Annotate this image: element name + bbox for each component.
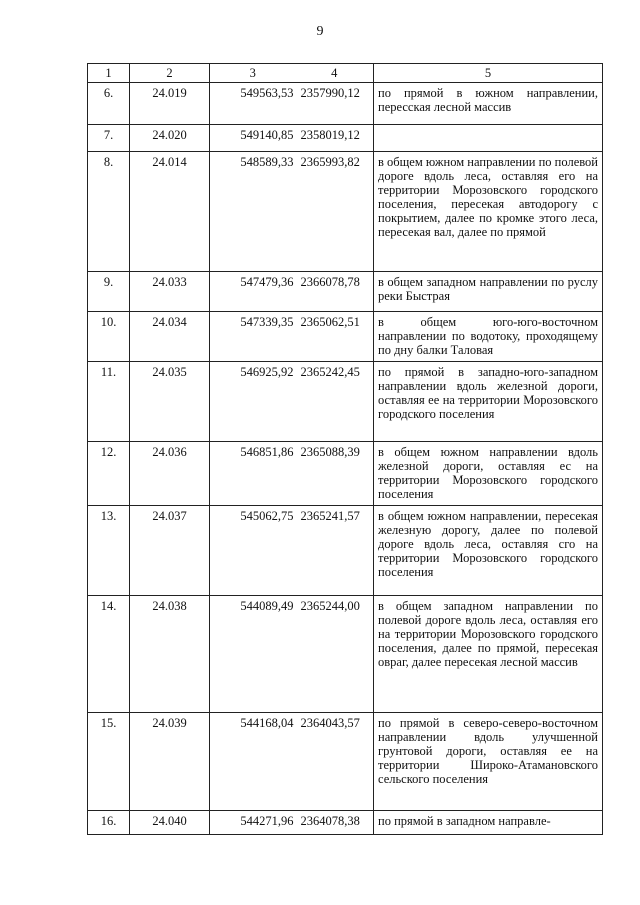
row-number: 13. [88, 506, 130, 596]
coordinate-x: 546925,92 [210, 362, 296, 442]
coordinate-y: 2358019,12 [296, 125, 374, 152]
table-row [88, 272, 603, 312]
coordinate-y: 2364043,57 [296, 713, 374, 811]
row-number: 12. [88, 442, 130, 506]
table-row [88, 596, 603, 713]
point-number: 24.037 [130, 506, 210, 596]
boundary-description: в общем западном направлении по полевой дороге вдоль леса, оставляя его на территории Морозовского городского поселения, далее по прямой, пересекая овраг, далее пересекая лесной массив [374, 596, 603, 713]
point-number: 24.014 [130, 152, 210, 272]
column-header: 4 [296, 64, 374, 83]
boundary-description: по прямой в северо-северо-восточном направлении вдоль улучшенной грунтовой дороги, оставляя ее на территории Широко-Атамановского сельского поселения [374, 713, 603, 811]
table-row [88, 83, 603, 125]
table-row [88, 312, 603, 362]
table-row [88, 442, 603, 506]
coordinate-y: 2357990,12 [296, 83, 374, 125]
row-number: 10. [88, 312, 130, 362]
point-number: 24.034 [130, 312, 210, 362]
point-number: 24.036 [130, 442, 210, 506]
column-header: 1 [88, 64, 130, 83]
boundary-description: в общем южном направлении по полевой дороге вдоль леса, оставляя его на территории Морозовского городского поселения, пересекая автодорогу с покрытием, далее по кромке этого леса, пересекая вал, далее по прямой [374, 152, 603, 272]
coordinate-y: 2365244,00 [296, 596, 374, 713]
coordinate-x: 548589,33 [210, 152, 296, 272]
page-number: 9 [316, 24, 324, 39]
column-header: 3 [210, 64, 296, 83]
point-number: 24.039 [130, 713, 210, 811]
table-row [88, 811, 603, 835]
row-number: 11. [88, 362, 130, 442]
coordinate-x: 544168,04 [210, 713, 296, 811]
table-row [88, 152, 603, 272]
table-row [88, 125, 603, 152]
boundary-description: по прямой в западно-юго-западном направлении вдоль железной дороги, оставляя ее на территории Морозовского городского поселения [374, 362, 603, 442]
boundary-description [374, 125, 603, 152]
coordinate-x: 547339,35 [210, 312, 296, 362]
boundary-description: по прямой в западном направле- [374, 811, 603, 835]
coordinate-y: 2365241,57 [296, 506, 374, 596]
column-header: 2 [130, 64, 210, 83]
coordinate-x: 544271,96 [210, 811, 296, 835]
boundary-description: в общем южном направлении, пересекая железную дорогу, далее по полевой дороге вдоль леса, оставляя сго на территории Морозовского городского поселения [374, 506, 603, 596]
coordinate-y: 2365993,82 [296, 152, 374, 272]
row-number: 14. [88, 596, 130, 713]
row-number: 7. [88, 125, 130, 152]
column-header: 5 [374, 64, 603, 83]
point-number: 24.035 [130, 362, 210, 442]
point-number: 24.033 [130, 272, 210, 312]
row-number: 6. [88, 83, 130, 125]
coordinates-table [87, 63, 603, 835]
coordinate-x: 544089,49 [210, 596, 296, 713]
row-number: 9. [88, 272, 130, 312]
coordinate-y: 2365062,51 [296, 312, 374, 362]
point-number: 24.038 [130, 596, 210, 713]
coordinate-x: 545062,75 [210, 506, 296, 596]
coordinate-y: 2364078,38 [296, 811, 374, 835]
boundary-description: в общем западном направлении по руслу реки Быстрая [374, 272, 603, 312]
point-number: 24.020 [130, 125, 210, 152]
coordinate-x: 549140,85 [210, 125, 296, 152]
row-number: 8. [88, 152, 130, 272]
row-number: 16. [88, 811, 130, 835]
row-number: 15. [88, 713, 130, 811]
boundary-description: в общем южном направлении вдоль железной дороги, оставляя ес на территории Морозовского городского поселения [374, 442, 603, 506]
coordinate-x: 546851,86 [210, 442, 296, 506]
table-row [88, 713, 603, 811]
coordinate-x: 549563,53 [210, 83, 296, 125]
table-row [88, 506, 603, 596]
coordinate-x: 547479,36 [210, 272, 296, 312]
table-row [88, 362, 603, 442]
boundary-description: в общем юго-юго-восточном направлении по водотоку, проходящему по дну балки Таловая [374, 312, 603, 362]
coordinate-y: 2366078,78 [296, 272, 374, 312]
coordinate-y: 2365242,45 [296, 362, 374, 442]
point-number: 24.019 [130, 83, 210, 125]
coordinate-y: 2365088,39 [296, 442, 374, 506]
point-number: 24.040 [130, 811, 210, 835]
boundary-description: по прямой в южном направлении, пересская лесной массив [374, 83, 603, 125]
table-header-row [88, 64, 603, 83]
